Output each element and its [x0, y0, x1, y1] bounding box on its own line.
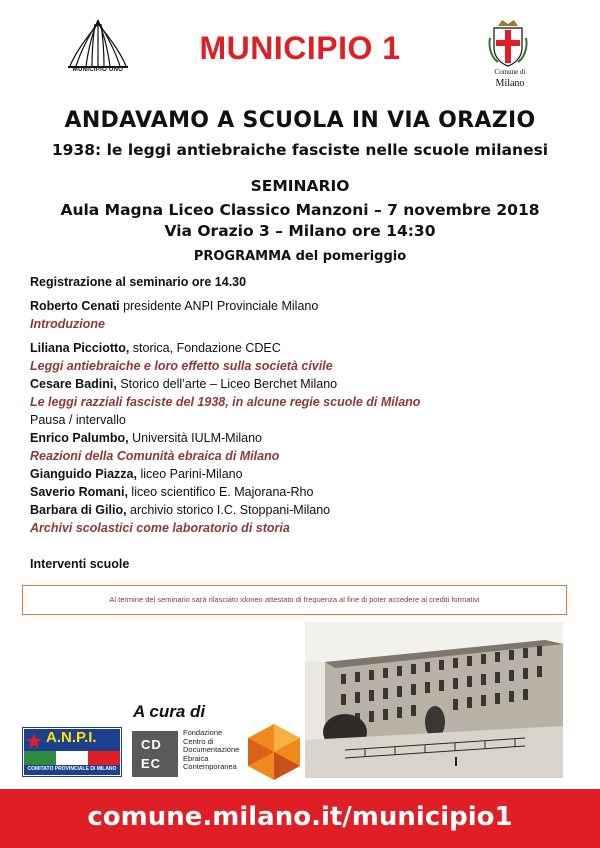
speaker-line — [30, 375, 590, 393]
hexagon-logo-icon — [244, 722, 304, 782]
speaker-name: Roberto Cenati — [30, 299, 120, 313]
speaker-role: archivio storico I.C. Stoppani-Milano — [126, 503, 331, 517]
anpi-label: A.N.P.I. — [46, 729, 97, 746]
cdec-text-line: Contemporanea — [183, 762, 237, 771]
cdec-text-line: Documentazione — [183, 745, 240, 754]
talk-topic: Leggi antiebraiche e loro effetto sulla società civile — [30, 359, 333, 373]
comune-name-label: Milano — [495, 78, 525, 89]
speaker-name: Barbara di Gilio, — [30, 503, 127, 517]
speaker-line — [30, 429, 590, 447]
speaker-line — [30, 465, 590, 483]
municipio-title: MUNICIPIO 1 — [199, 30, 401, 66]
comune-milano-caption — [470, 66, 550, 89]
speaker-role: Università IULM-Milano — [128, 431, 263, 445]
cdec-text-line: Centro di — [183, 736, 214, 746]
municipio-uno-caption: MUNICIPIO UNO — [72, 67, 124, 73]
cdec-logo-top: CD — [141, 737, 162, 752]
cdec-text — [183, 729, 239, 772]
interventi-scuole: Interventi scuole — [30, 557, 130, 571]
talk-topic: Archivi scolastici come laboratorio di storia — [30, 521, 290, 535]
a-cura-di-label: A cura di — [133, 702, 206, 721]
speaker-role: liceo Parini-Milano — [136, 467, 243, 481]
speaker-line — [30, 483, 590, 501]
attestato-notice: Al termine del seminario sarà rilasciato idoneo attestato di frequenza al fine di poter accedere ai crediti formativi — [22, 585, 567, 615]
school-building-photo — [305, 622, 563, 778]
speaker-role: Storico dell’arte – Liceo Berchet Milano — [116, 377, 338, 391]
speaker-role: liceo scientifico E. Majorana-Rho — [127, 485, 314, 499]
speaker-role: storica, Fondazione CDEC — [129, 341, 281, 355]
footer-url-link[interactable]: comune.milano.it/municipio1 — [87, 802, 513, 832]
event-type: SEMINARIO — [250, 177, 350, 195]
anpi-caption: COMITATO PROVINCIALE DI MILANO — [27, 766, 117, 772]
programma-heading: PROGRAMMA del pomeriggio — [193, 249, 407, 264]
cdec-text-line: Fondazione — [183, 728, 223, 737]
comune-milano-crest-icon — [486, 18, 530, 68]
speaker-name: Enrico Palumbo, — [30, 431, 129, 445]
cdec-logo-bottom: EC — [141, 756, 162, 771]
talk-topic: Le leggi razziali fasciste del 1938, in alcune regie scuole di Milano — [30, 395, 421, 409]
event-subtitle: 1938: le leggi antiebraiche fasciste nelle scuole milanesi — [51, 141, 549, 159]
venue-line-2: Via Orazio 3 – Milano ore 14:30 — [164, 222, 436, 240]
speaker-name: Saverio Romani, — [30, 485, 128, 499]
speaker-line — [30, 339, 590, 357]
speaker-role: presidente ANPI Provinciale Milano — [119, 299, 319, 313]
speaker-name: Liliana Picciotto, — [30, 341, 130, 355]
talk-topic: Reazioni della Comunità ebraica di Milano — [30, 449, 280, 463]
cdec-logo — [132, 731, 178, 777]
event-title: ANDAVAMO A SCUOLA IN VIA ORAZIO — [64, 108, 536, 133]
speaker-name: Cesare Badini, — [30, 377, 117, 391]
speaker-line — [30, 501, 590, 519]
registration-line: Registrazione al seminario ore 14.30 — [30, 275, 247, 289]
event-venue — [0, 200, 600, 242]
speaker-name: Gianguido Piazza, — [30, 467, 137, 481]
pause-line: Pausa / intervallo — [30, 413, 126, 427]
cdec-text-line: Ebraica — [183, 753, 209, 763]
municipio-uno-logo — [62, 14, 134, 86]
comune-small-label: Comune di — [494, 68, 526, 76]
venue-line-1: Aula Magna Liceo Classico Manzoni – 7 novembre 2018 — [60, 201, 540, 219]
speaker-line — [30, 297, 590, 315]
program-list — [30, 273, 590, 537]
talk-topic: Introduzione — [30, 317, 105, 331]
